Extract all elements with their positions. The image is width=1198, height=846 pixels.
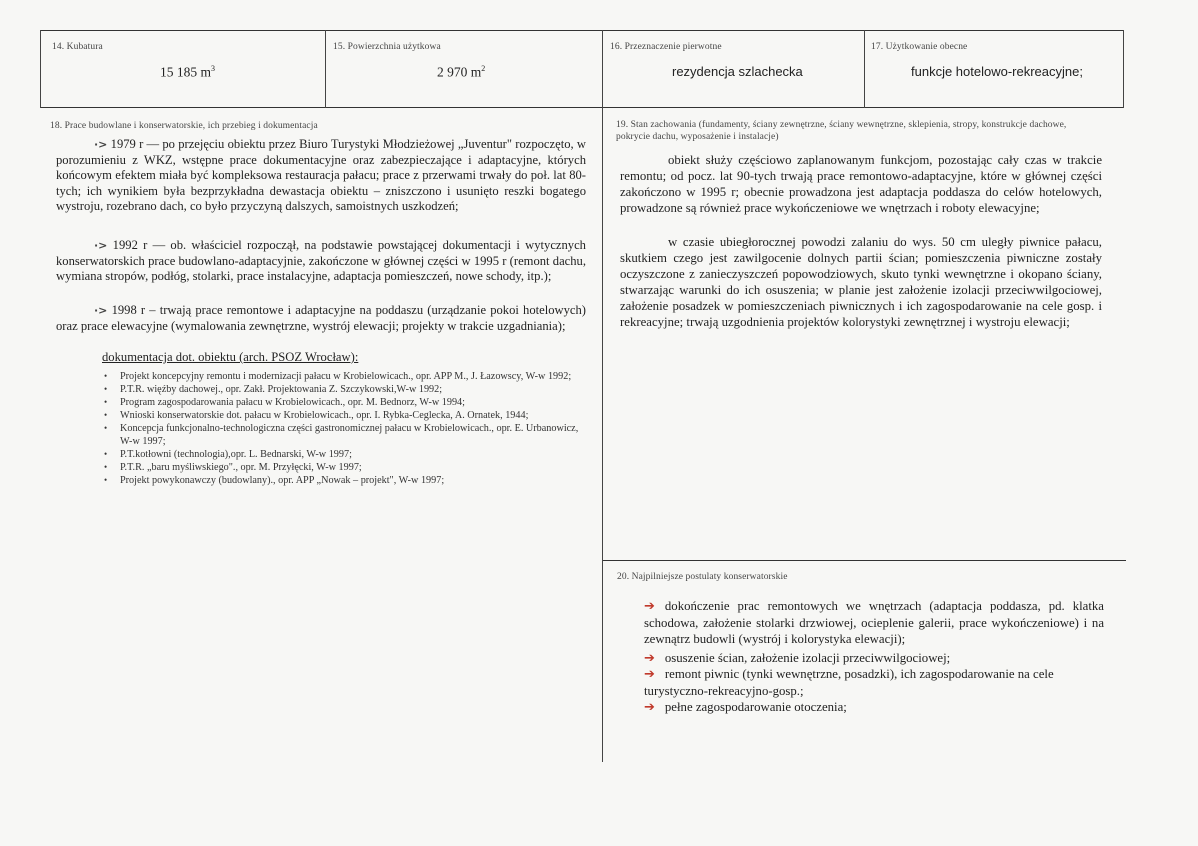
f20-item-text: osuszenie ścian, założenie izolacji przeciwwilgociowej; [664,651,951,665]
bullet-icon: • [104,384,108,394]
list-item [104,474,590,487]
bullet-icon: • [104,397,108,407]
arrow-prefix-icon: ·> [94,138,108,151]
top-border-line [40,30,1124,31]
f20-item-text: dokończenie prac remontowych we wnętrzach (adaptacja poddasza, pd. klatka schodowa, założenie stolarki drzwiowej, ocieplenie galerii, prace wykończeniowe) i na zewnątrz budowli (wystrój i kolorystyka elewacji); [644,599,1104,646]
f19-p2-text: w czasie ubiegłorocznej powodzi zalaniu do wys. 50 cm uległy piwnice pałacu, skutkiem czego jest zawilgocenie dolnych partii ścian; pomieszczenia piwniczne zostały oczyszczone z zanieczyszczeń popowodziowych, skuto tynki wewnętrzne i okopano ściany, stwarzając warunki do ich osuszenia; w planie jest założenie izolacji przeciwwilgociowej, założenie posadzek w pomieszczeniach piwnicznych i ich zagospodarowanie na cele gosp. i rekreacyjne; trwają uzgodnienia projektów kolorystyki zewnętrznej i wystroju elewacji; [620,235,1102,329]
f18-label: 18. Prace budowlane i konserwatorskie, ich przebieg i dokumentacja [50,121,318,131]
f20-item [644,666,1104,699]
bullet-icon: • [104,462,108,472]
header-divider-3 [864,30,865,108]
f19-p1-text: obiekt służy częściowo zaplanowanym funkcjom, pozostając cały czas w trakcie remontu; od pocz. lat 90-tych trwają prace remontowo-adaptacyjne, które w głównej części zakończono w 1995 r; obecnie prowadzona jest adaptacja poddasza do celów hotelowych, prowadzone są również prace wykończeniowe we wnętrzach i roboty elewacyjne; [620,153,1102,215]
f14-value [160,64,215,81]
f18-documentation-list [104,370,590,487]
f14-unit-exp: 3 [211,64,216,73]
bullet-icon: • [104,423,108,433]
doc-item-text: P.T.R. więźby dachowej., opr. Zakł. Projektowania Z. Szczykowski,W-w 1992; [120,384,443,395]
f15-value-text: 2 970 m [437,64,482,80]
list-item [104,383,590,396]
f19-label: 19. Stan zachowania (fundamenty, ściany zewnętrzne, ściany wewnętrzne, sklepienia, stropy, konstrukcje dachowe, pokrycie dachu, wyposażenie i instalacje) [616,120,1067,142]
f17-label: 17. Użytkowanie obecne [871,42,968,52]
arrow-right-icon: ➔ [644,667,655,682]
doc-item-text: P.T.R. „baru myśliwskiego"., opr. M. Przyłęcki, W-w 1997; [120,462,362,473]
doc-item-text: Program zagospodarowania pałacu w Krobielowicach., opr. M. Bednorz, W-w 1994; [120,397,465,408]
f20-top-line [602,560,1126,561]
f18-p2-text: 1992 r — ob. właściciel rozpoczął, na podstawie powstającej dokumentacji i wytycznych konserwatorskich prace budowlano-adaptacyjnie, zakończone w głównej części w 1995 r (remont dachu, wymiana stropów, podłóg, stolarki, prace instalacyjne, adaptacja pomieszczeń, nowe schody, itp.); [56,238,586,284]
f16-label: 16. Przeznaczenie pierwotne [610,42,722,52]
f18-paragraph-1998 [56,303,586,334]
arrow-prefix-icon: ·> [94,304,108,317]
list-item [104,370,590,383]
f19-paragraph-1 [620,152,1102,216]
arrow-prefix-icon: ·> [94,239,108,252]
left-border-line [40,30,41,108]
bullet-icon: • [104,410,108,420]
header-bottom-line [40,107,1124,108]
f18-p3-text: 1998 r – trwają prace remontowe i adaptacyjne na poddaszu (urządzanie pokoi hotelowych) oraz prace elewacyjne (wymalowania zewnętrzne, wystrój elewacji; projekty w trakcie uzgadniania); [56,303,586,333]
f20-item [644,650,1104,667]
f17-value: funkcje hotelowo-rekreacyjne; [911,64,1083,79]
f18-paragraph-1992 [56,238,586,285]
f16-value: rezydencja szlachecka [672,64,803,79]
f14-label: 14. Kubatura [52,42,103,52]
bullet-icon: • [104,475,108,485]
doc-item-text: Koncepcja funkcjonalno-technologiczna części gastronomicznej pałacu w Krobielowicach., opr. E. Urbanowicz, W-w 1997; [120,423,579,447]
bullet-icon: • [104,371,108,381]
doc-item-text: P.T.kotłowni (technologia),opr. L. Bednarski, W-w 1997; [120,449,352,460]
arrow-right-icon: ➔ [644,700,655,715]
f20-item [644,699,1104,716]
f15-label: 15. Powierzchnia użytkowa [333,42,441,52]
right-border-line [1123,30,1124,108]
f14-value-text: 15 185 m [160,64,212,80]
f19-paragraph-2 [620,234,1102,330]
list-item [104,448,590,461]
bullet-icon: • [104,449,108,459]
doc-item-text: Projekt powykonawczy (budowlany)., opr. APP „Nowak – projekt", W-w 1997; [120,475,445,486]
f15-value [437,64,485,81]
arrow-right-icon: ➔ [644,651,655,666]
f20-item [644,598,1104,647]
header-divider-2 [602,30,603,108]
doc-item-text: Projekt koncepcyjny remontu i modernizacji pałacu w Krobielowicach., opr. APP M., J. Łazowscy, W-w 1992; [120,371,572,382]
body-column-divider [602,107,603,762]
f18-p1-text: 1979 r — po przejęciu obiektu przez Biuro Turystyki Młodzieżowej „Juventur" rozpoczęto, w porozumieniu z WKZ, wstępne prace dokumentacyjne oraz zabezpieczające i adaptacyjne, których końcowym efektem miała być kompleksowa restauracja pałacu; prace z przerwami trwały do poł. lat 80-tych; ich wynikiem była bezprzykładna dewastacja obiektu – zniszczono i usunięto reszki bogatego wystroju, rozebrano dach, co było przyczyną dalszych, samoistnych uszkodzeń; [56,137,586,214]
list-item [104,409,590,422]
f20-label: 20. Najpilniejsze postulaty konserwatorskie [617,572,788,582]
f20-item-text: remont piwnic (tynki wewnętrzne, posadzki), ich zagospodarowanie na cele turystyczno-rekreacyjno-gosp.; [644,667,1054,698]
f18-documentation-title: dokumentacja dot. obiektu (arch. PSOZ Wrocław): [102,350,359,364]
header-divider-1 [325,30,326,108]
list-item [104,422,590,448]
f15-unit-exp: 2 [481,64,486,73]
doc-item-text: Wnioski konserwatorskie dot. pałacu w Krobielowicach., opr. I. Rybka-Ceglecka, A. Ornatek, 1944; [120,410,529,421]
arrow-right-icon: ➔ [644,599,655,614]
list-item [104,461,590,474]
f20-item-text: pełne zagospodarowanie otoczenia; [664,700,847,714]
list-item [104,396,590,409]
f18-paragraph-1979 [56,137,586,215]
